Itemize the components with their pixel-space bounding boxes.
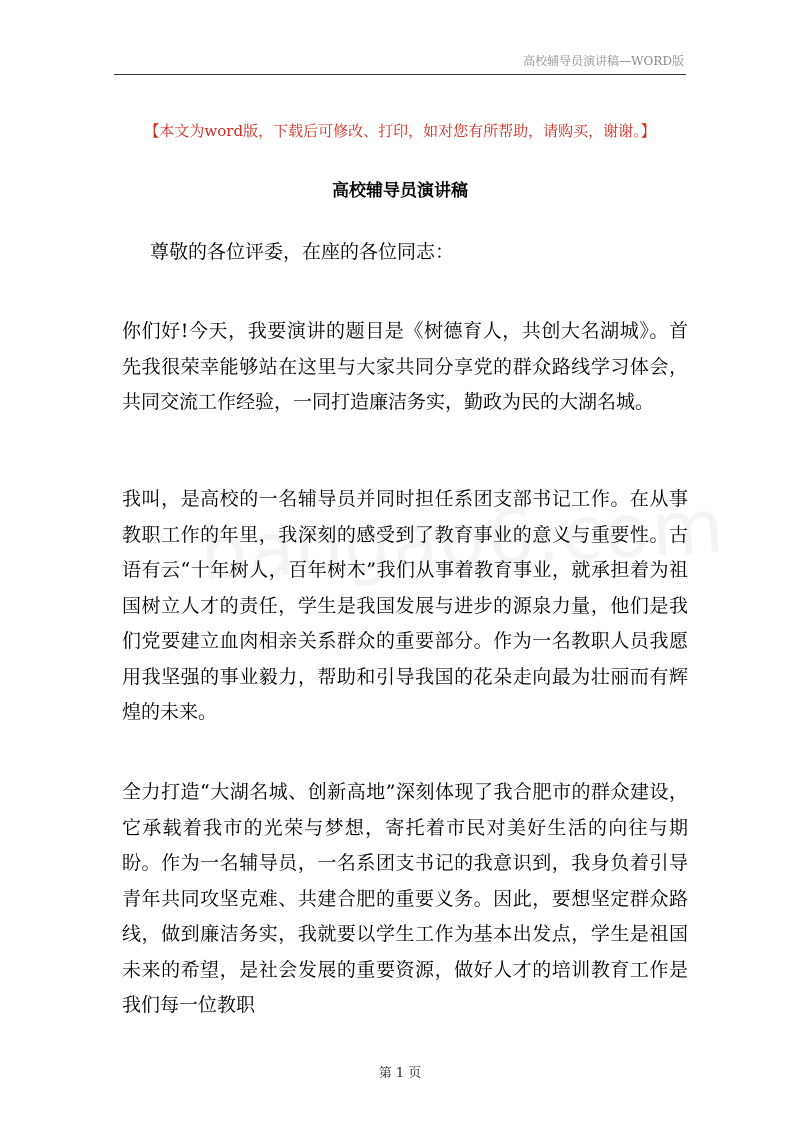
download-notice: 【本文为word版，下载后可修改、打印，如对您有所帮助，请购买，谢谢。】 — [144, 122, 656, 140]
paragraph-1: 你们好!今天，我要演讲的题目是《树德育人，共创大名湖城》。首先我很荣幸能够站在这里与大家共同分享党的群众路线学习体会，共同交流工作经验，一同打造廉洁务实，勤政为民的大湖名城。 — [122, 320, 688, 413]
paragraph-2: 我叫，是高校的一名辅导员并同时担任系团支部书记工作。在从事教职工作的年里，我深刻的感受到了教育事业的意义与重要性。古语有云“十年树人，百年树木”我们从事着教育事业，就承担着为祖国树立人才的责任，学生是我国发展与进步的源泉力量，他们是我们党要建立血肉相亲关系群众的重要部分。作为一名教职人员我愿用我坚强的事业毅力，帮助和引导我国的花朵走向最为壮丽而有辉煌的未来。 — [122, 488, 688, 723]
salutation: 尊敬的各位评委，在座的各位同志： — [150, 241, 455, 263]
running-header: 高校辅导员演讲稿—WORD版 — [523, 54, 684, 68]
header-divider — [114, 74, 686, 75]
page-number: 第 1 页 — [378, 1066, 422, 1081]
document-title: 高校辅导员演讲稿 — [332, 181, 468, 201]
paragraph-3: 全力打造“大湖名城、创新高地”深刻体现了我合肥市的群众建设，它承载着我市的光荣与梦想，寄托着市民对美好生活的向往与期盼。作为一名辅导员，一名系团支书记的我意识到，我身负着引导青年共同攻坚克难、共建合肥的重要义务。因此，要想坚定群众路线，做到廉洁务实，我就要以学生工作为基本出发点，学生是祖国未来的希望，是社会发展的重要资源，做好人才的培训教育工作是我们每一位教职 — [122, 781, 688, 1016]
